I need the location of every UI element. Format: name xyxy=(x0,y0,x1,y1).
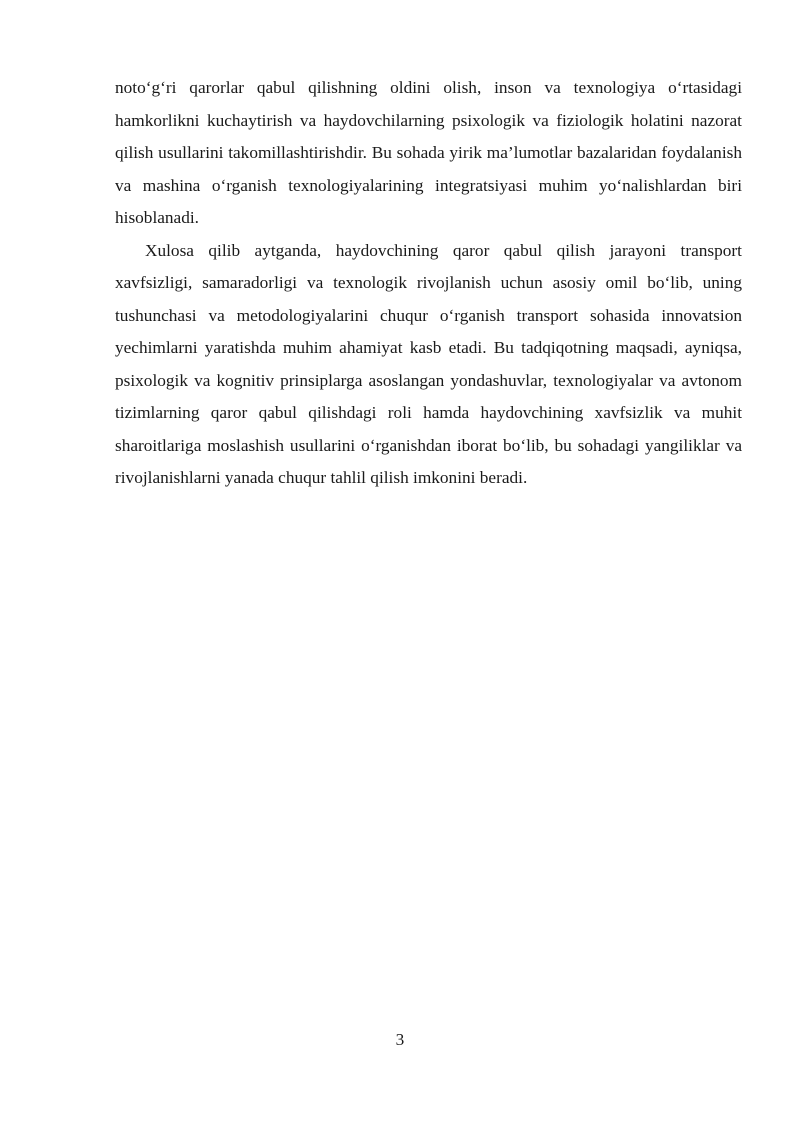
body-text xyxy=(115,72,742,495)
paragraph-conclusion: Xulosa qilib aytganda, haydovchining qaror qabul qilish jarayoni transport xavfsizligi, samaradorligi va texnologik rivojlanish uchun asosiy omil bo‘lib, uning tushunchasi va metodologiyalarini chuqur o‘rganish transport sohasida innovatsion yechimlarni yaratishda muhim ahamiyat kasb etadi. Bu tadqiqotning maqsadi, ayniqsa, psixologik va kognitiv prinsiplarga asoslangan yondashuvlar, texnologiyalar va avtonom tizimlarning qaror qabul qilishdagi roli hamda haydovchining xavfsizlik va muhit sharoitlariga moslashish usullarini o‘rganishdan iborat bo‘lib, bu sohadagi yangiliklar va rivojlanishlarni yanada chuqur tahlil qilish imkonini beradi. xyxy=(115,240,742,487)
page-number: 3 xyxy=(395,1030,405,1049)
paragraph-continuation: noto‘g‘ri qarorlar qabul qilishning oldini olish, inson va texnologiya o‘rtasidagi hamkorlikni kuchaytirish va haydovchilarning psixologik va fiziologik holatini nazorat qilish usullarini takomillashtirishdir. Bu sohada yirik ma’lumotlar bazalaridan foydalanish va mashina o‘rganish texnologiyalarining integratsiyasi muhim yo‘nalishlardan biri hisoblanadi. xyxy=(115,78,742,227)
